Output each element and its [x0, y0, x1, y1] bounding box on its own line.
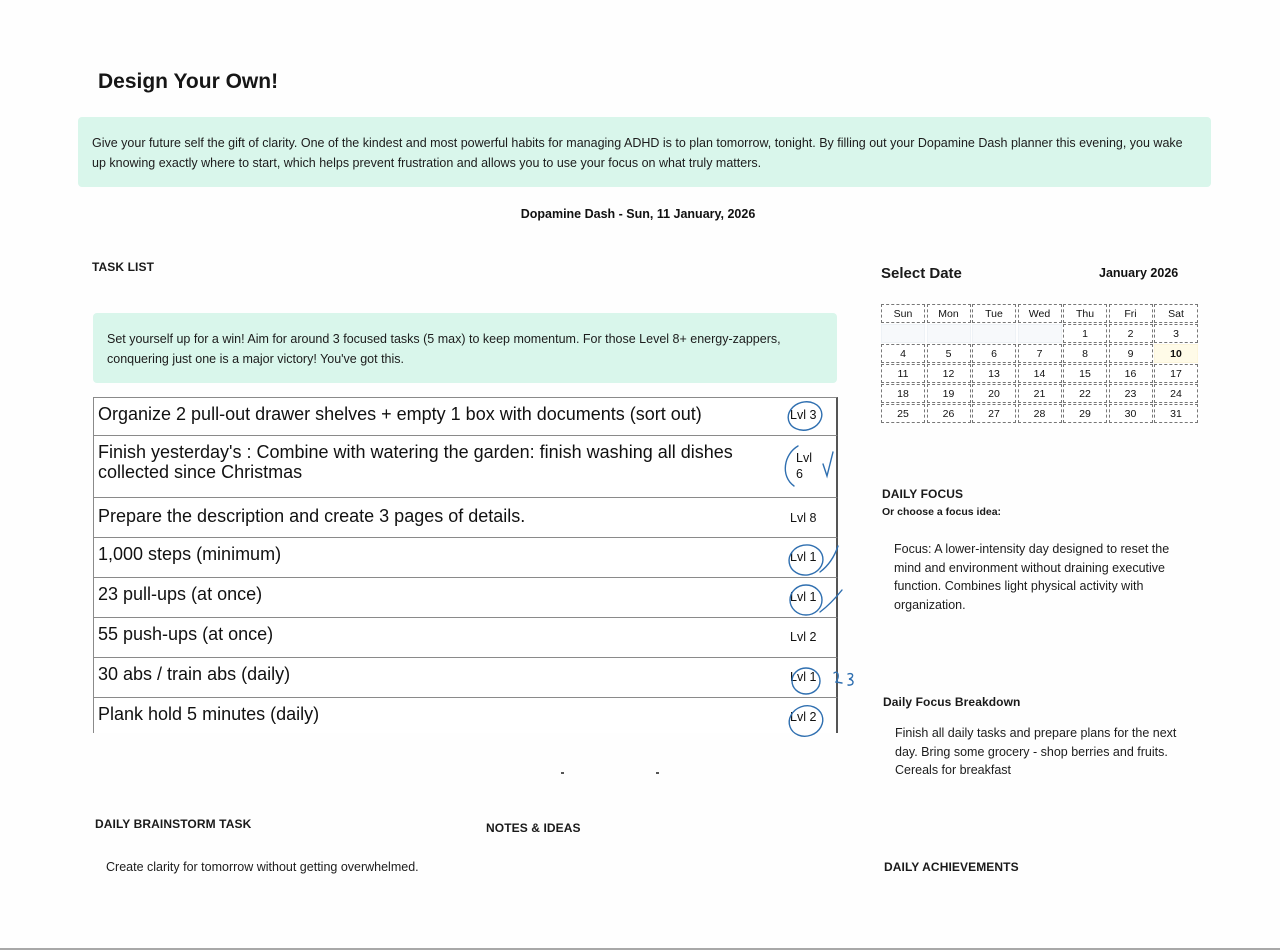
brainstorm-label: DAILY BRAINSTORM TASK [95, 817, 252, 831]
focus-idea-label[interactable]: Or choose a focus idea: [882, 506, 1002, 518]
calendar-title: Select Date [881, 265, 962, 282]
task-text[interactable]: Organize 2 pull-out drawer shelves + empty 1 box with documents (sort out) [98, 404, 702, 424]
calendar-day[interactable]: 14 [1018, 364, 1062, 383]
calendar-month-label: January 2026 [1099, 266, 1179, 280]
task-text[interactable]: 23 pull-ups (at once) [98, 584, 263, 604]
task-text[interactable]: Plank hold 5 minutes (daily) [98, 704, 320, 724]
calendar-empty-cell [1018, 324, 1062, 343]
task-level: Lvl 1 [790, 670, 817, 684]
calendar-day[interactable]: 13 [972, 364, 1016, 383]
calendar-day[interactable]: 15 [1063, 364, 1107, 383]
calendar-day[interactable]: 26 [927, 404, 971, 423]
page-title: Design Your Own! [98, 70, 279, 93]
focus-breakdown-label: Daily Focus Breakdown [883, 695, 1021, 709]
calendar-day[interactable]: 16 [1109, 364, 1153, 383]
calendar-day[interactable]: 31 [1154, 404, 1198, 423]
daily-focus-text[interactable]: Focus: A lower-intensity day designed to reset the mind and environment without draining executive function. Combines light physical activity with organization. [894, 542, 1170, 612]
task-list [93, 397, 838, 733]
calendar-day[interactable]: 6 [972, 344, 1016, 363]
task-list-label: TASK LIST [92, 260, 155, 274]
task-row[interactable] [93, 657, 838, 697]
calendar-weekday-header: Tue [972, 304, 1016, 323]
task-row[interactable] [93, 497, 838, 537]
calendar-day[interactable]: 29 [1063, 404, 1107, 423]
task-level: Lvl 8 [790, 511, 817, 525]
calendar-grid [881, 304, 1198, 423]
task-row[interactable] [93, 617, 838, 657]
calendar-day[interactable]: 18 [881, 384, 925, 403]
task-level [790, 436, 836, 482]
calendar-day[interactable]: 23 [1109, 384, 1153, 403]
intro-text: Give your future self the gift of clarity. One of the kindest and most powerful habits for managing ADHD is to plan tomorrow, tonight. By filling out your Dopamine Dash planner this evening, you wake up knowing exactly where to start, which helps prevent frustration and allows you to use your focus on what truly matters. [92, 136, 1183, 170]
calendar-day[interactable]: 25 [881, 404, 925, 423]
task-level: Lvl 3 [790, 408, 817, 422]
calendar-day[interactable]: 12 [927, 364, 971, 383]
calendar-day[interactable]: 28 [1018, 404, 1062, 423]
calendar-day[interactable]: 7 [1018, 344, 1062, 363]
task-text[interactable]: Prepare the description and create 3 pages of details. [98, 506, 526, 526]
calendar-day[interactable]: 11 [881, 364, 925, 383]
calendar-day[interactable]: 19 [927, 384, 971, 403]
calendar-day[interactable]: 2 [1109, 324, 1153, 343]
calendar-day[interactable]: 1 [1063, 324, 1107, 343]
calendar-empty-cell [927, 324, 971, 343]
task-text[interactable]: 30 abs / train abs (daily) [98, 664, 291, 684]
task-row[interactable] [93, 435, 838, 497]
calendar-day[interactable]: 9 [1109, 344, 1153, 363]
calendar-day[interactable]: 17 [1154, 364, 1198, 383]
task-row[interactable] [93, 697, 838, 733]
task-text[interactable]: 55 push-ups (at once) [98, 624, 274, 644]
calendar-day[interactable]: 5 [927, 344, 971, 363]
daily-focus-label: DAILY FOCUS [882, 487, 964, 501]
task-level: Lvl 2 [790, 710, 817, 724]
intro-banner [78, 117, 1211, 187]
calendar-day[interactable]: 30 [1109, 404, 1153, 423]
task-level: Lvl 1 [790, 590, 817, 604]
task-level-line: Lvl [796, 451, 812, 465]
calendar-empty-cell [881, 324, 925, 343]
planner-date-heading: Dopamine Dash - Sun, 11 January, 2026 [520, 207, 756, 221]
calendar-weekday-header: Thu [1063, 304, 1107, 323]
calendar-day[interactable]: 8 [1063, 344, 1107, 363]
notes-label: NOTES & IDEAS [486, 821, 581, 835]
calendar-weekday-header: Fri [1109, 304, 1153, 323]
task-tip-banner [93, 313, 837, 383]
calendar-weekday-header: Sat [1154, 304, 1198, 323]
task-row[interactable] [93, 577, 838, 617]
focus-breakdown-text[interactable]: Finish all daily tasks and prepare plans for the next day. Bring some grocery - shop berries and fruits. Cereals for breakfast [895, 726, 1177, 777]
calendar-weekday-header: Wed [1018, 304, 1062, 323]
calendar-day[interactable]: 22 [1063, 384, 1107, 403]
calendar-day[interactable]: 3 [1154, 324, 1198, 343]
calendar-weekday-header: Sun [881, 304, 925, 323]
task-row[interactable] [93, 537, 838, 577]
calendar-day[interactable]: 27 [972, 404, 1016, 423]
calendar-day[interactable]: 10 [1154, 344, 1198, 363]
calendar-day[interactable]: 21 [1018, 384, 1062, 403]
calendar-day[interactable]: 20 [972, 384, 1016, 403]
calendar-weekday-header: Mon [927, 304, 971, 323]
task-text[interactable]: 1,000 steps (minimum) [98, 544, 282, 564]
task-tip-text: Set yourself up for a win! Aim for around 3 focused tasks (5 max) to keep momentum. For those Level 8+ energy-zappers, conquering just one is a major victory! You've got this. [107, 332, 781, 366]
task-level: Lvl 1 [790, 550, 817, 564]
calendar-empty-cell [972, 324, 1016, 343]
task-row[interactable] [93, 397, 838, 435]
task-level: Lvl 2 [790, 630, 817, 644]
task-text[interactable]: Finish yesterday's : Combine with watering the garden: finish washing all dishes collected since Christmas [98, 442, 733, 482]
scan-speck [561, 772, 564, 774]
task-level-line: 6 [796, 467, 803, 481]
brainstorm-text[interactable]: Create clarity for tomorrow without getting overwhelmed. [106, 860, 419, 874]
calendar-day[interactable]: 4 [881, 344, 925, 363]
scan-speck [656, 772, 659, 774]
calendar-day[interactable]: 24 [1154, 384, 1198, 403]
achievements-label: DAILY ACHIEVEMENTS [884, 860, 1019, 874]
